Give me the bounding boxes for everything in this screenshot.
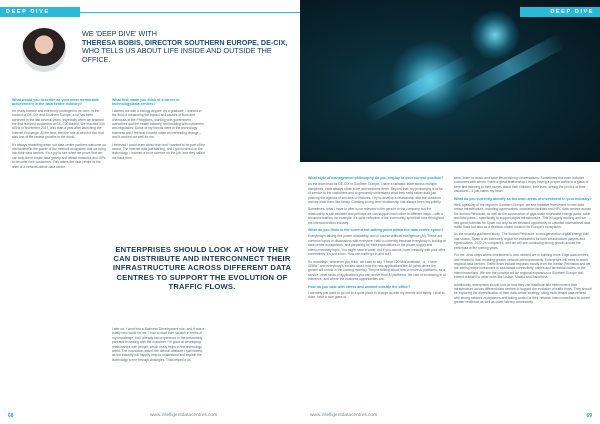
answer-paragraph: For me, what stays where investment is now needed are in building more Edge data centres, and related to that, enabling greater network interconnectivity. Enterprises will need to reach regional data centres. Traffic flows include requests mostly from the Iberian Peninsula and we are seeing major investment in sea-based connectivity, cables and terrestrial routes, in the interconnections. We see the concept will be regional expansion in Southern Europe and extend outward to other hubs like Lisbon, Madrid and Barcelona. (454, 253, 591, 280)
answer-paragraph: It's always rewarding when our data centre partners welcome us and believe in the power of the network ecosystem that we bring into their data centres. It's a joy to see when we prove that we can help them create data gravity and attract networks and ISPs to become their customers. This raises the data centre to the level of a network-dense data centre. (12, 142, 106, 169)
question-memorable-achievement: What would you describe as your most memorable achievement in the data centre industry? (12, 98, 99, 107)
light-glow (470, 10, 520, 60)
answer-paragraph: I started out with a biology degree. As a graduate, I worked in the field of measuring the impact and causes of food and chemicals in the Philippines, working with government authorities and the health industry, and building with customers and regulators. Some of my friends were in the technology business and I felt that it would make an interesting change – and it worked out well for me. (112, 108, 204, 140)
answer-paragraph: I'm really humble and extremely privileged to be here. In the context of DE-CIX and Southern Europe, a lot has been achieved in the last several years, especially when we reached the first hundred customers at DE-CIX Madrid. We reached 100 ASNs in November 2017, less than a year after launching the Internet Exchange. At the time, and the rate at which it did, that was one of the fastest growths in the world. (12, 108, 105, 140)
right-column-1 (308, 176, 446, 303)
headline (82, 30, 292, 64)
question-hot-topic: What do you think is the current hot talking point within the data centre space? (308, 228, 444, 233)
footer-url-left[interactable]: www.intelligentdatacentres.com (150, 413, 218, 418)
question-investment-areas: What do you currently identify as the main areas of investment in your industry? (454, 196, 592, 201)
top-rule-left (80, 12, 300, 13)
right-page (300, 0, 600, 424)
data-centre-photo (300, 0, 600, 162)
answer-paragraph: As the recently published study, 'The Iberian Peninsula: a next-generation digital energy hub', has shown, Spain is an extremely region for investment for both infrastructure players and hyperscalers. 2022-24 companies, and we will see continuing strong growth across the peninsula in the coming years. (454, 232, 590, 250)
question-career-start: What first made you think of a career in technology/data centres? (112, 98, 180, 107)
author-portrait (22, 28, 66, 72)
answer-paragraph: Well, speaking of the region in Southern Europe, we see massive investment in new data centre infrastructure, including hyperscalers, colocation facilities and HPC data centres across the Iberian Peninsula, as well as the construction of giga-scale renewable energy parks, solar and tidal parks – specifically to support digital infrastructure. This is hugely exciting and we see great potential for Spain not only as an elevated opportunity to optimise international data traffic flows but also as a decision-maker location for Europe's ecosystem. (454, 203, 592, 230)
footer-url-right[interactable]: www.intelligentdatacentres.com (310, 413, 378, 418)
page-number-right: 69 (586, 413, 592, 419)
answer-paragraph: As the team lead for DE-CIX in Southern Europe, I have a fantastic team across multiple disciplines, each always show to-be and welcome them. Beyond that, my philosophy is to be of service to the customers and to genuinely understand what they need rather than just pushing the agenda of services or features. I try to develop a relationship with the customer and we treat them like family. Creating a long-term relationship has always been my priority. (308, 182, 443, 205)
answer-paragraph: I believed I could learn about tech and I wanted to be part of the sector. The Internet was just starting, and I got involved on the technology. I learned a lot of science on the job, and they called me back then. (112, 142, 206, 160)
section-tag-left: DEEP DIVE (0, 7, 80, 17)
question-management-style: What style of management philosophy do you employ in your current position? (308, 176, 444, 180)
question-stress: How do you deal with stress and unwind outside the office? (308, 284, 411, 289)
answer-paragraph: So nowadays, whenever you think, we have to say, 'I have 100 MW available,' or, 'I have 40MW,' and everybody's excited about how the new applications like AI (what drives the growth will unfold in the coming months). They're talking about how to move AI platforms, as a service, what kinds of applications you can derive from AI platforms, the rate of increasing in AI inference, and where the business opportunities are. (308, 259, 446, 282)
answer-paragraph: Sometimes, what I have to offer is not relevant to the person or the company, but the relationship is still valuable and perhaps we can support each other in different ways – with a recommendation, for example. It's quite reflective of the community spirit that runs throughout the interconnection industry. (308, 207, 445, 225)
answer-paragraph: wine, listen to music and have life-enriching conversations. Sometimes this even includes customers with whom I have a great relationship. I enjoy having a proper coffee in a glass of wine and listening to their stories about their children, their lives, seeing the photos of their vacations – it just calms my heart. (454, 176, 589, 194)
right-column-2 (454, 176, 592, 308)
answer-paragraph: Later on, I went into a Business Development role, and it was a totally new world for me. I had to start from scratch in terms of my knowledge, but I already had experience in the networking part and in dealing with the customer. I'm good at developing relationships with people, which really helps in the technology world. The innovation wasn't the difficult obstacle I had feared, as the industry will happily help to understand and explain the technology to me through analogies. That helped a lot. (112, 327, 205, 362)
left-column-2 (112, 98, 206, 163)
answer-paragraph: Additionally, enterprises should look at how they can distribute and interconnect their infrastructure across different data centres to support the evolution of traffic flows. They should be exploring the diversification of their data centre strategy, using multi-tenant data centres with strong network ecosystems and taking control of their network interconnections to create greater resilience as well as lower latency connectivity. (454, 282, 592, 305)
answer-paragraph: Everybody's talking this power availability, and of course artificial intelligence (AI). These are common topics in discussions with everyone I talk to currently because everybody is looking at data centre ecosystems, and preparing for their expectations in the power supply and interconnectivity topic. You might have a tower, but if you cannot cover instantly with your offer connectivity, it's just a box. How can traffic go in and out? (308, 234, 446, 257)
answer-paragraph: I normally just want to go out to a quiet place to charge up with my friends and family. I love to relax, have a nice glass of (308, 290, 445, 300)
headline-outro: WHO TELLS US ABOUT LIFE INSIDE AND OUTSIDE THE OFFICE. (82, 46, 272, 64)
left-column-1 (12, 98, 106, 172)
page-number-left: 68 (8, 413, 14, 419)
left-column-2-bottom (112, 327, 206, 365)
pull-quote: ENTERPRISES SHOULD LOOK AT HOW THEY CAN DISTRIBUTE AND INTERCONNECT THEIR INFRASTRUCTURE ACROSS DIFFERENT DATA CENTRES TO SUPPORT THE EVOLUTION OF TRAFFIC FLOWS. (112, 245, 292, 291)
headline-intro: WE 'DEEP DIVE' WITH (82, 29, 157, 38)
section-tag-right: DEEP DIVE (520, 7, 600, 17)
headline-name: THERESA BOBIS, DIRECTOR SOUTHERN EUROPE, DE-CIX, (82, 37, 288, 47)
